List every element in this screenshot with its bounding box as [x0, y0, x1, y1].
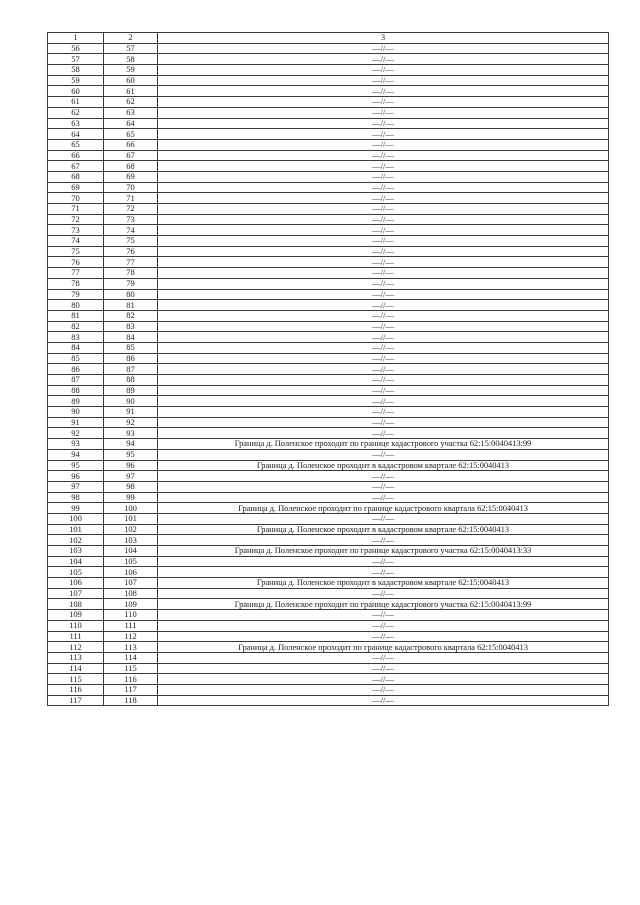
from-point-cell: 94 — [48, 449, 104, 460]
description-cell: —//— — [158, 620, 609, 631]
from-point-cell: 77 — [48, 268, 104, 279]
description-cell: —//— — [158, 54, 609, 65]
to-point-cell: 70 — [104, 182, 158, 193]
table-row — [48, 674, 609, 685]
table-row — [48, 65, 609, 76]
table-row — [48, 695, 609, 706]
from-point-cell: 83 — [48, 332, 104, 343]
description-cell: —//— — [158, 375, 609, 386]
to-point-cell: 111 — [104, 620, 158, 631]
from-point-cell: 62 — [48, 107, 104, 118]
to-point-cell: 79 — [104, 278, 158, 289]
table-row — [48, 278, 609, 289]
from-point-cell: 114 — [48, 663, 104, 674]
from-point-cell: 96 — [48, 471, 104, 482]
from-point-cell: 70 — [48, 193, 104, 204]
from-point-cell: 82 — [48, 321, 104, 332]
table-row — [48, 204, 609, 215]
from-point-cell: 65 — [48, 139, 104, 150]
to-point-cell: 82 — [104, 310, 158, 321]
to-point-cell: 64 — [104, 118, 158, 129]
to-point-cell: 61 — [104, 86, 158, 97]
description-cell: —//— — [158, 417, 609, 428]
table-row — [48, 471, 609, 482]
from-point-cell: 103 — [48, 546, 104, 557]
from-point-cell: 87 — [48, 375, 104, 386]
to-point-cell: 102 — [104, 524, 158, 535]
from-point-cell: 98 — [48, 492, 104, 503]
table-row — [48, 439, 609, 450]
from-point-cell: 57 — [48, 54, 104, 65]
from-point-cell: 58 — [48, 65, 104, 76]
description-cell: —//— — [158, 342, 609, 353]
description-cell: —//— — [158, 225, 609, 236]
description-cell: —//— — [158, 588, 609, 599]
to-point-cell: 91 — [104, 407, 158, 418]
description-cell: —//— — [158, 107, 609, 118]
description-cell: —//— — [158, 75, 609, 86]
from-point-cell: 80 — [48, 300, 104, 311]
to-point-cell: 118 — [104, 695, 158, 706]
from-point-cell: 69 — [48, 182, 104, 193]
from-point-cell: 105 — [48, 567, 104, 578]
to-point-cell: 69 — [104, 171, 158, 182]
from-point-cell: 67 — [48, 161, 104, 172]
description-cell: —//— — [158, 246, 609, 257]
description-cell: Граница д. Поленское проходит по границе кадастрового участка 62:15:0040413:99 — [158, 439, 609, 450]
table-row — [48, 268, 609, 279]
table-row — [48, 246, 609, 257]
description-cell: —//— — [158, 396, 609, 407]
description-cell: Граница д. Поленское проходит в кадастровом квартале 62:15:0040413 — [158, 578, 609, 589]
to-point-cell: 65 — [104, 129, 158, 140]
from-point-cell: 106 — [48, 578, 104, 589]
table-row — [48, 599, 609, 610]
to-point-cell: 75 — [104, 236, 158, 247]
table-row — [48, 342, 609, 353]
to-point-cell: 72 — [104, 204, 158, 215]
header-col-3: 3 — [158, 33, 609, 44]
description-cell: —//— — [158, 471, 609, 482]
description-cell: —//— — [158, 364, 609, 375]
from-point-cell: 71 — [48, 204, 104, 215]
from-point-cell: 63 — [48, 118, 104, 129]
from-point-cell: 84 — [48, 342, 104, 353]
from-point-cell: 79 — [48, 289, 104, 300]
description-cell: —//— — [158, 97, 609, 108]
to-point-cell: 109 — [104, 599, 158, 610]
table-row — [48, 449, 609, 460]
description-cell: Граница д. Поленское проходит в кадастровом квартале 62:15:0040413 — [158, 460, 609, 471]
to-point-cell: 87 — [104, 364, 158, 375]
header-col-2: 2 — [104, 33, 158, 44]
description-cell: —//— — [158, 684, 609, 695]
table-row — [48, 567, 609, 578]
to-point-cell: 114 — [104, 652, 158, 663]
to-point-cell: 73 — [104, 214, 158, 225]
from-point-cell: 86 — [48, 364, 104, 375]
table-row — [48, 150, 609, 161]
from-point-cell: 76 — [48, 257, 104, 268]
to-point-cell: 60 — [104, 75, 158, 86]
description-cell: —//— — [158, 257, 609, 268]
from-point-cell: 107 — [48, 588, 104, 599]
from-point-cell: 91 — [48, 417, 104, 428]
table-row — [48, 86, 609, 97]
to-point-cell: 84 — [104, 332, 158, 343]
to-point-cell: 57 — [104, 43, 158, 54]
to-point-cell: 67 — [104, 150, 158, 161]
description-cell: —//— — [158, 289, 609, 300]
from-point-cell: 90 — [48, 407, 104, 418]
to-point-cell: 99 — [104, 492, 158, 503]
to-point-cell: 71 — [104, 193, 158, 204]
table-row — [48, 684, 609, 695]
table-row — [48, 161, 609, 172]
to-point-cell: 81 — [104, 300, 158, 311]
from-point-cell: 89 — [48, 396, 104, 407]
description-cell: —//— — [158, 492, 609, 503]
description-cell: —//— — [158, 674, 609, 685]
table-row — [48, 214, 609, 225]
to-point-cell: 94 — [104, 439, 158, 450]
description-cell: —//— — [158, 449, 609, 460]
to-point-cell: 103 — [104, 535, 158, 546]
to-point-cell: 66 — [104, 139, 158, 150]
table-row — [48, 417, 609, 428]
description-cell: —//— — [158, 567, 609, 578]
table-row — [48, 578, 609, 589]
table-row — [48, 588, 609, 599]
description-cell: —//— — [158, 481, 609, 492]
table-row — [48, 118, 609, 129]
to-point-cell: 86 — [104, 353, 158, 364]
from-point-cell: 75 — [48, 246, 104, 257]
to-point-cell: 85 — [104, 342, 158, 353]
to-point-cell: 106 — [104, 567, 158, 578]
table-row — [48, 310, 609, 321]
table-row — [48, 631, 609, 642]
to-point-cell: 97 — [104, 471, 158, 482]
table-row — [48, 428, 609, 439]
table-row — [48, 129, 609, 140]
description-cell: —//— — [158, 385, 609, 396]
to-point-cell: 63 — [104, 107, 158, 118]
description-cell: Граница д. Поленское проходит в кадастровом квартале 62:15:0040413 — [158, 524, 609, 535]
from-point-cell: 95 — [48, 460, 104, 471]
description-cell: —//— — [158, 652, 609, 663]
table-row — [48, 332, 609, 343]
table-header-row — [48, 33, 609, 44]
table-row — [48, 385, 609, 396]
to-point-cell: 74 — [104, 225, 158, 236]
table-row — [48, 139, 609, 150]
description-cell: —//— — [158, 535, 609, 546]
description-cell: —//— — [158, 139, 609, 150]
table-row — [48, 289, 609, 300]
table-row — [48, 535, 609, 546]
table-row — [48, 663, 609, 674]
from-point-cell: 100 — [48, 513, 104, 524]
description-cell: —//— — [158, 214, 609, 225]
table-row — [48, 364, 609, 375]
to-point-cell: 100 — [104, 503, 158, 514]
table-row — [48, 54, 609, 65]
table-row — [48, 492, 609, 503]
description-cell: —//— — [158, 321, 609, 332]
to-point-cell: 76 — [104, 246, 158, 257]
table-row — [48, 396, 609, 407]
to-point-cell: 117 — [104, 684, 158, 695]
from-point-cell: 93 — [48, 439, 104, 450]
to-point-cell: 112 — [104, 631, 158, 642]
from-point-cell: 101 — [48, 524, 104, 535]
table-row — [48, 620, 609, 631]
from-point-cell: 74 — [48, 236, 104, 247]
table-row — [48, 503, 609, 514]
to-point-cell: 108 — [104, 588, 158, 599]
to-point-cell: 104 — [104, 546, 158, 557]
to-point-cell: 116 — [104, 674, 158, 685]
to-point-cell: 110 — [104, 610, 158, 621]
to-point-cell: 115 — [104, 663, 158, 674]
table-row — [48, 43, 609, 54]
description-cell: Граница д. Поленское проходит по границе кадастрового участка 62:15:0040413:99 — [158, 599, 609, 610]
description-cell: —//— — [158, 171, 609, 182]
to-point-cell: 89 — [104, 385, 158, 396]
description-cell: —//— — [158, 407, 609, 418]
to-point-cell: 98 — [104, 481, 158, 492]
from-point-cell: 111 — [48, 631, 104, 642]
description-cell: Граница д. Поленское проходит по границе кадастрового квартала 62:15:0040413 — [158, 642, 609, 653]
description-cell: —//— — [158, 204, 609, 215]
description-cell: —//— — [158, 300, 609, 311]
description-cell: —//— — [158, 278, 609, 289]
from-point-cell: 115 — [48, 674, 104, 685]
table-row — [48, 193, 609, 204]
description-cell: —//— — [158, 161, 609, 172]
boundary-points-table — [47, 32, 609, 706]
to-point-cell: 88 — [104, 375, 158, 386]
from-point-cell: 60 — [48, 86, 104, 97]
to-point-cell: 62 — [104, 97, 158, 108]
table-row — [48, 481, 609, 492]
from-point-cell: 108 — [48, 599, 104, 610]
to-point-cell: 80 — [104, 289, 158, 300]
to-point-cell: 113 — [104, 642, 158, 653]
table-row — [48, 236, 609, 247]
table-row — [48, 513, 609, 524]
table-row — [48, 460, 609, 471]
from-point-cell: 116 — [48, 684, 104, 695]
to-point-cell: 68 — [104, 161, 158, 172]
table-row — [48, 353, 609, 364]
table-row — [48, 171, 609, 182]
table-body — [48, 43, 609, 706]
from-point-cell: 109 — [48, 610, 104, 621]
description-cell: —//— — [158, 695, 609, 706]
description-cell: —//— — [158, 118, 609, 129]
description-cell: —//— — [158, 150, 609, 161]
table-row — [48, 257, 609, 268]
to-point-cell: 78 — [104, 268, 158, 279]
table-row — [48, 300, 609, 311]
from-point-cell: 85 — [48, 353, 104, 364]
description-cell: —//— — [158, 129, 609, 140]
table-row — [48, 524, 609, 535]
to-point-cell: 59 — [104, 65, 158, 76]
to-point-cell: 77 — [104, 257, 158, 268]
header-col-1: 1 — [48, 33, 104, 44]
table-row — [48, 321, 609, 332]
from-point-cell: 97 — [48, 481, 104, 492]
to-point-cell: 93 — [104, 428, 158, 439]
description-cell: —//— — [158, 182, 609, 193]
from-point-cell: 112 — [48, 642, 104, 653]
description-cell: —//— — [158, 236, 609, 247]
to-point-cell: 83 — [104, 321, 158, 332]
table-row — [48, 97, 609, 108]
description-cell: —//— — [158, 663, 609, 674]
table-row — [48, 75, 609, 86]
table-row — [48, 107, 609, 118]
description-cell: —//— — [158, 428, 609, 439]
from-point-cell: 59 — [48, 75, 104, 86]
table-row — [48, 546, 609, 557]
description-cell: —//— — [158, 86, 609, 97]
table-row — [48, 407, 609, 418]
from-point-cell: 92 — [48, 428, 104, 439]
description-cell: —//— — [158, 268, 609, 279]
from-point-cell: 117 — [48, 695, 104, 706]
to-point-cell: 92 — [104, 417, 158, 428]
description-cell: —//— — [158, 631, 609, 642]
from-point-cell: 102 — [48, 535, 104, 546]
from-point-cell: 88 — [48, 385, 104, 396]
description-cell: —//— — [158, 332, 609, 343]
description-cell: —//— — [158, 43, 609, 54]
from-point-cell: 56 — [48, 43, 104, 54]
description-cell: —//— — [158, 353, 609, 364]
from-point-cell: 104 — [48, 556, 104, 567]
table-row — [48, 556, 609, 567]
from-point-cell: 66 — [48, 150, 104, 161]
to-point-cell: 107 — [104, 578, 158, 589]
from-point-cell: 72 — [48, 214, 104, 225]
to-point-cell: 96 — [104, 460, 158, 471]
table-row — [48, 225, 609, 236]
to-point-cell: 58 — [104, 54, 158, 65]
table-row — [48, 375, 609, 386]
from-point-cell: 73 — [48, 225, 104, 236]
description-cell: Граница д. Поленское проходит по границе кадастрового участка 62:15:0040413:33 — [158, 546, 609, 557]
table-row — [48, 652, 609, 663]
to-point-cell: 90 — [104, 396, 158, 407]
from-point-cell: 113 — [48, 652, 104, 663]
from-point-cell: 68 — [48, 171, 104, 182]
table-row — [48, 610, 609, 621]
description-cell: —//— — [158, 556, 609, 567]
table-row — [48, 182, 609, 193]
to-point-cell: 101 — [104, 513, 158, 524]
table-header — [48, 33, 609, 44]
to-point-cell: 95 — [104, 449, 158, 460]
from-point-cell: 99 — [48, 503, 104, 514]
from-point-cell: 64 — [48, 129, 104, 140]
description-cell: —//— — [158, 65, 609, 76]
description-cell: —//— — [158, 513, 609, 524]
description-cell: —//— — [158, 610, 609, 621]
from-point-cell: 78 — [48, 278, 104, 289]
from-point-cell: 61 — [48, 97, 104, 108]
description-cell: Граница д. Поленское проходит по границе кадастрового квартала 62:15:0040413 — [158, 503, 609, 514]
from-point-cell: 110 — [48, 620, 104, 631]
description-cell: —//— — [158, 310, 609, 321]
table-row — [48, 642, 609, 653]
description-cell: —//— — [158, 193, 609, 204]
from-point-cell: 81 — [48, 310, 104, 321]
to-point-cell: 105 — [104, 556, 158, 567]
